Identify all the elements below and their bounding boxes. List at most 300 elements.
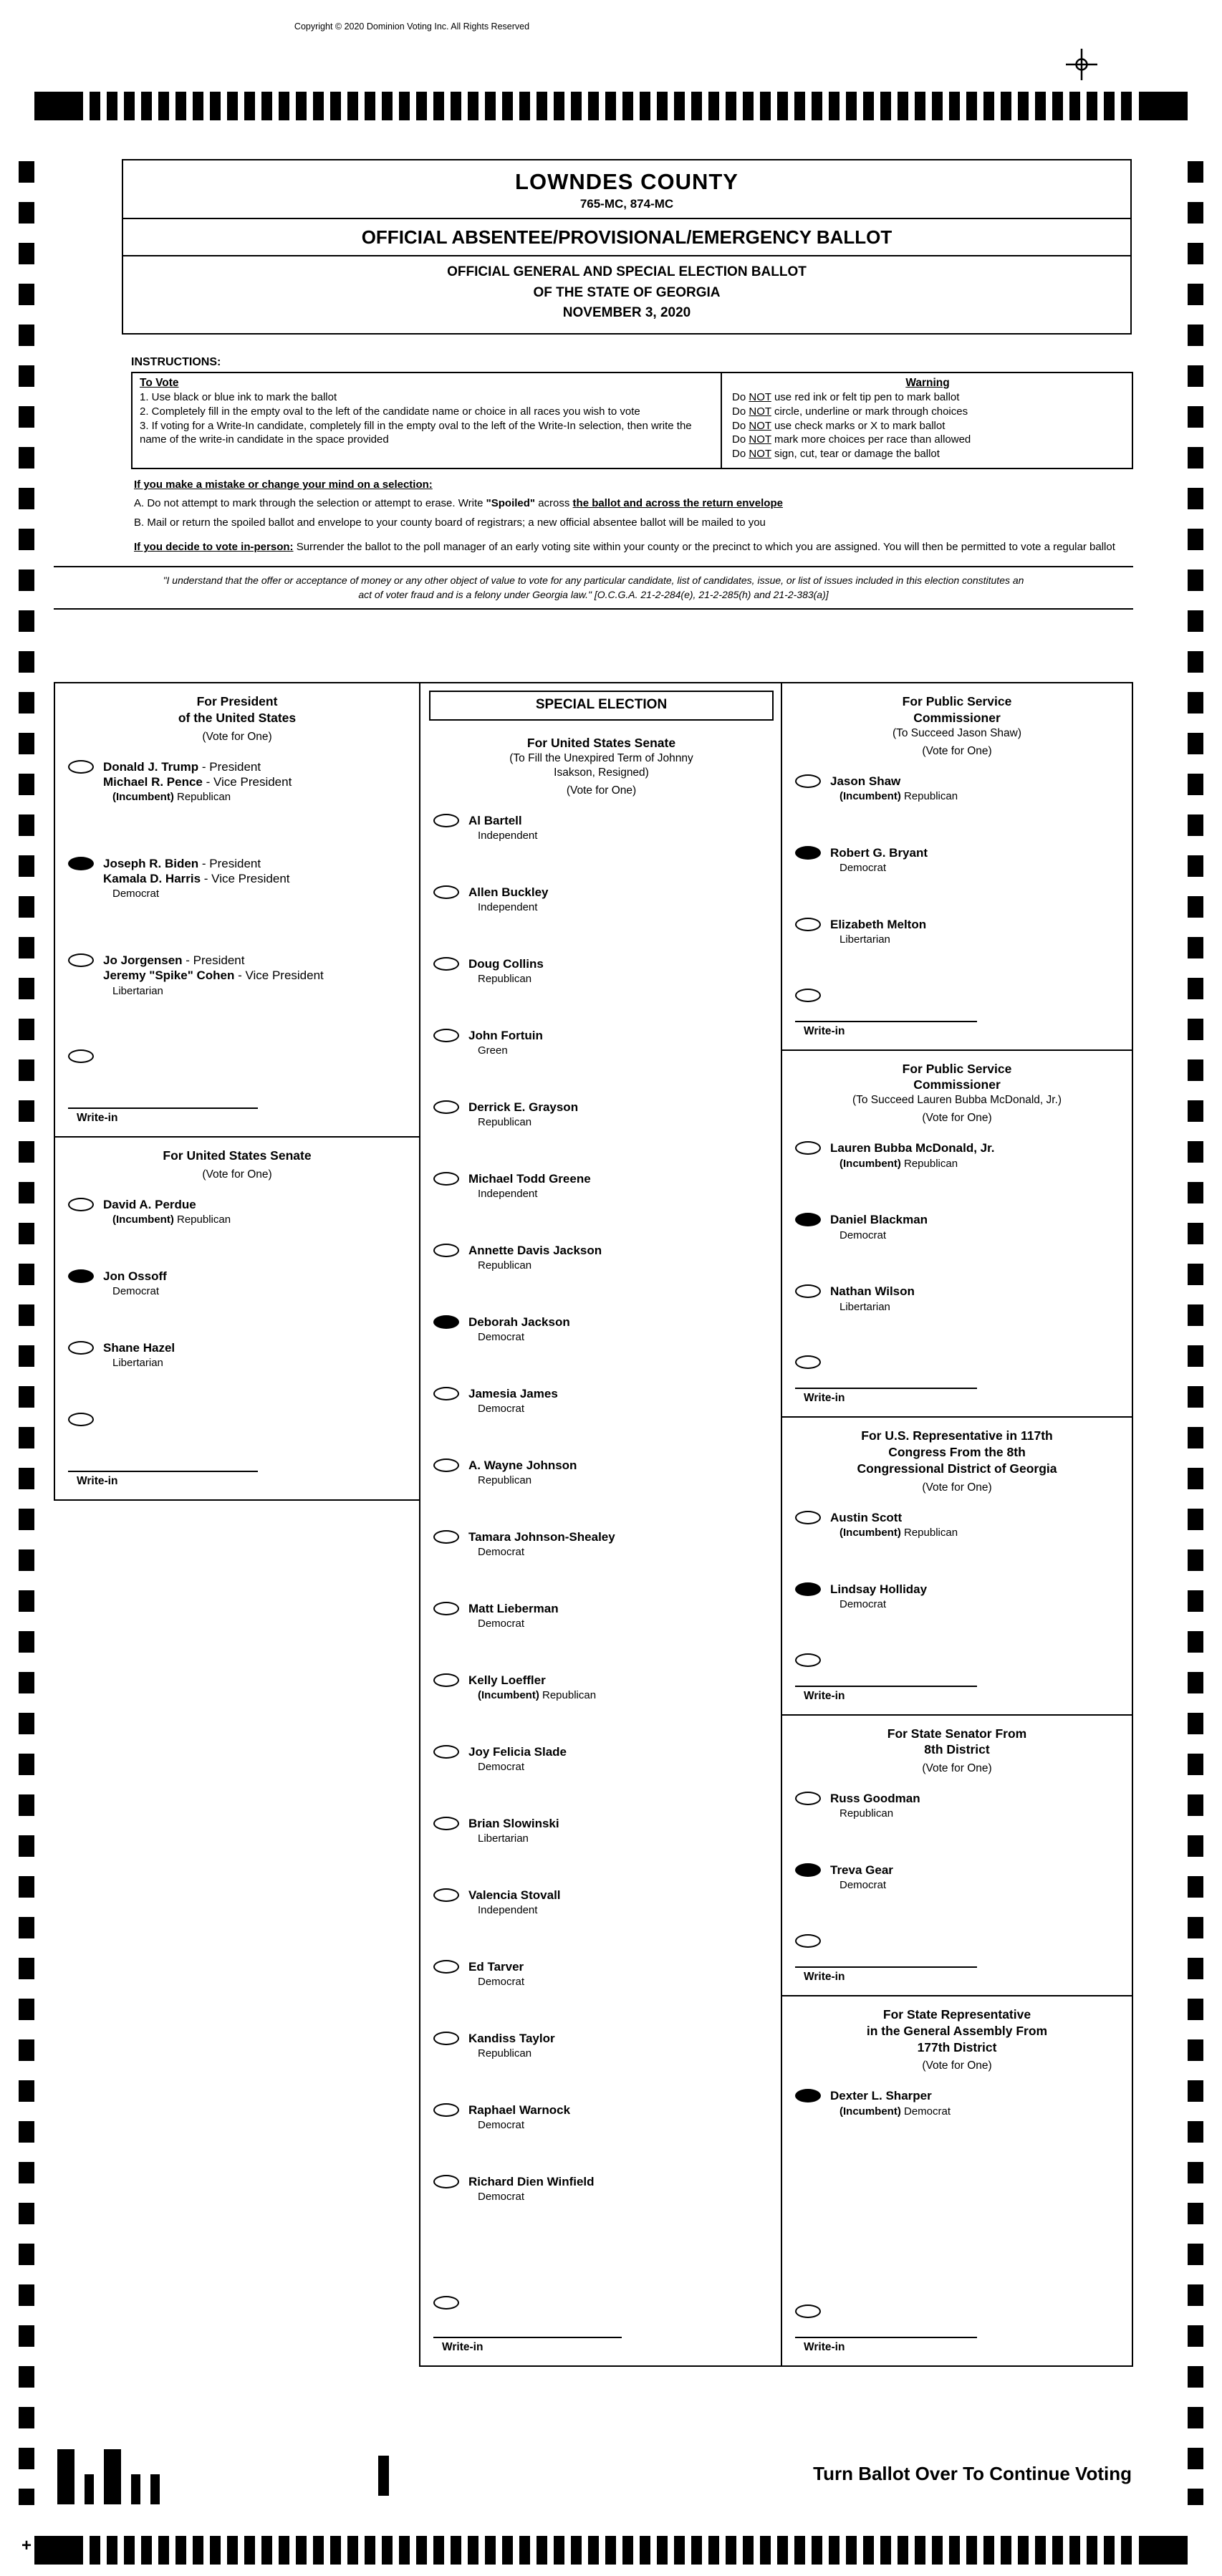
contest-title: For United States Senate <box>163 1148 312 1163</box>
turn-ballot-over-text: Turn Ballot Over To Continue Voting <box>813 2463 1132 2484</box>
vote-for-instruction: (Vote for One) <box>202 1168 272 1181</box>
write-in-line[interactable] <box>795 1388 977 1389</box>
vote-for-instruction: (Vote for One) <box>922 1112 992 1125</box>
write-in-label: Write-in <box>804 2341 845 2353</box>
candidate-line: A. Wayne Johnson <box>468 1458 577 1473</box>
candidate-line: (Incumbent) Republican <box>112 791 231 803</box>
candidate-line: Jon Ossoff <box>103 1269 167 1283</box>
oval-empty[interactable] <box>795 1511 821 1524</box>
candidate-text <box>468 1100 578 1130</box>
candidate-row <box>795 2088 1126 2118</box>
oval-empty[interactable] <box>68 1341 94 1355</box>
oval-empty[interactable] <box>433 2032 459 2045</box>
vote-for-instruction: (Vote for One) <box>566 784 637 797</box>
mistake-item-b: B. Mail or return the spoiled ballot and envelope to your county board of registrars; a new official absentee ballot will be mailed to you <box>134 516 766 529</box>
candidate-text <box>830 1863 893 1893</box>
candidate-text <box>468 1888 561 1918</box>
candidate-line: Joy Felicia Slade <box>468 1745 567 1759</box>
candidate-row <box>433 1028 776 1058</box>
candidate-line: Al Bartell <box>468 814 522 828</box>
write-in-space[interactable] <box>68 1063 419 1107</box>
candidate-line: Jeremy "Spike" Cohen - Vice President <box>103 969 324 983</box>
oval-empty[interactable] <box>433 1172 459 1186</box>
warning-items <box>732 390 1123 461</box>
oval-filled[interactable] <box>795 1213 821 1226</box>
candidate-line: Derrick E. Grayson <box>468 1100 579 1115</box>
candidate-line: Nathan Wilson <box>830 1284 915 1299</box>
candidate-line: Annette Davis Jackson <box>468 1244 602 1258</box>
candidate-line: Democrat <box>839 1597 887 1610</box>
contest-title: in the General Assembly From <box>866 2023 1048 2038</box>
contest-header <box>782 1996 1132 2088</box>
to-vote-item: 2. Completely fill in the empty oval to the left of the candidate name or choice in all races you wish to vote <box>140 405 640 418</box>
candidate-text <box>468 885 549 915</box>
to-vote-item: 3. If voting for a Write-In candidate, completely fill in the empty oval to the left of the Write-In selection, then write the name of the write-in candidate in the space provided <box>140 419 692 446</box>
candidate-text <box>103 759 292 804</box>
candidate-line: David A. Perdue <box>103 1198 196 1211</box>
oval-empty[interactable] <box>433 885 459 899</box>
candidate-line: Brian Slowinski <box>468 1817 559 1831</box>
candidate-text <box>103 1197 231 1227</box>
candidate-row <box>68 1340 413 1370</box>
warning-box <box>722 373 1132 468</box>
oval-empty[interactable] <box>795 774 821 788</box>
candidate-line: Independent <box>478 901 538 914</box>
candidate-line: Donald J. Trump - President <box>103 759 261 774</box>
candidate-line: Russ Goodman <box>830 1792 920 1806</box>
candidate-line: Democrat <box>112 1285 160 1298</box>
ballot-column-3 <box>781 682 1133 2367</box>
oval-filled[interactable] <box>795 2089 821 2102</box>
candidate-line: Kamala D. Harris - Vice President <box>103 872 290 885</box>
candidate-line: Democrat <box>478 1403 525 1416</box>
candidate-line: Democrat <box>839 861 887 874</box>
candidate-text <box>468 1171 591 1201</box>
oval-empty[interactable] <box>795 1141 821 1155</box>
timing-block-left <box>34 2536 83 2565</box>
candidate-line: Deborah Jackson <box>468 1315 570 1330</box>
candidate-row <box>433 2102 776 2133</box>
warning-item: Do NOT sign, cut, tear or damage the ballot <box>732 448 940 461</box>
contest-subtitle: (To Succeed Lauren Bubba McDonald, Jr.) <box>852 1094 1062 1107</box>
candidate-row <box>433 813 776 843</box>
write-in-label: Write-in <box>804 1971 845 1984</box>
barcode-marks <box>57 2449 160 2504</box>
contest <box>782 683 1132 1051</box>
candidate-text <box>830 1212 928 1242</box>
candidate-line: Michael Todd Greene <box>468 1172 591 1186</box>
candidate-line: Republican <box>839 1807 894 1820</box>
vote-for-instruction: (Vote for One) <box>202 730 272 743</box>
candidate-line: Richard Dien Winfield <box>468 2175 595 2189</box>
write-in-line[interactable] <box>795 1966 977 1968</box>
mistake-section <box>134 478 1133 554</box>
contest-title: of the United States <box>178 710 297 725</box>
candidate-line: Jo Jorgensen - President <box>103 953 245 967</box>
warning-title: Warning <box>905 377 950 389</box>
candidate-text <box>468 2102 570 2133</box>
contest <box>55 683 419 1138</box>
oval-empty[interactable] <box>795 918 821 931</box>
write-in-block <box>433 2295 782 2361</box>
oval-empty[interactable] <box>433 1602 459 1615</box>
candidate-line: Treva Gear <box>830 1863 893 1878</box>
candidate-line: Elizabeth Melton <box>830 917 927 931</box>
vote-for-instruction: (Vote for One) <box>922 1481 992 1494</box>
oval-empty[interactable] <box>68 953 94 967</box>
candidate-line: Libertarian <box>112 1357 163 1370</box>
write-in-space[interactable] <box>795 1002 1132 1021</box>
candidate-line: (Incumbent) Republican <box>839 1157 958 1170</box>
candidate-line: Independent <box>478 830 538 842</box>
write-in-space[interactable] <box>68 1426 419 1471</box>
candidate-line: (Incumbent) Republican <box>478 1689 597 1702</box>
contest-subtitle: (To Fill the Unexpired Term of Johnny <box>509 751 693 764</box>
election-title-line1: OFFICIAL GENERAL AND SPECIAL ELECTION BALLOT <box>447 264 807 279</box>
election-date: NOVEMBER 3, 2020 <box>562 305 691 320</box>
candidate-text <box>468 1243 602 1273</box>
candidate-line: Doug Collins <box>468 957 544 971</box>
write-in-block <box>795 989 1132 1038</box>
oval-filled[interactable] <box>795 846 821 860</box>
candidate-line: Green <box>478 1044 508 1057</box>
warning-item: Do NOT mark more choices per race than allowed <box>732 433 971 446</box>
candidate-text <box>103 953 324 998</box>
timing-block-left <box>34 92 83 120</box>
candidate-line: Dexter L. Sharper <box>830 2089 932 2103</box>
write-in-label: Write-in <box>804 1689 845 1702</box>
candidate-line: Republican <box>478 2047 532 2060</box>
candidate-row <box>795 917 1126 947</box>
write-in-label: Write-in <box>77 1112 118 1125</box>
barcode-bar <box>104 2449 121 2504</box>
candidate-row <box>433 1673 776 1703</box>
barcode-bar <box>85 2474 94 2504</box>
oval-empty[interactable] <box>433 957 459 971</box>
candidate-line: Shane Hazel <box>103 1341 175 1355</box>
candidate-line: Democrat <box>478 1546 525 1559</box>
write-in-label: Write-in <box>77 1475 118 1487</box>
county-name: LOWNDES COUNTY <box>515 169 739 194</box>
oval-empty[interactable] <box>433 2175 459 2188</box>
candidate-text <box>468 1458 577 1488</box>
barcode-bar <box>131 2474 140 2504</box>
candidate-text <box>468 813 537 843</box>
candidate-text <box>468 1959 524 1989</box>
candidate-text <box>103 1340 175 1370</box>
write-in-block <box>795 1934 1132 1984</box>
oval-empty[interactable] <box>433 1387 459 1400</box>
contest-title: Commissioner <box>913 1077 1001 1092</box>
ballot-codes: 765-MC, 874-MC <box>579 197 674 211</box>
mistake-item-a: A. Do not attempt to mark through the selection or attempt to erase. Write "Spoiled" across the ballot and across the return envelope <box>134 497 783 510</box>
write-in-block <box>68 1412 419 1495</box>
oval-write-in[interactable] <box>795 1934 821 1948</box>
candidate-line: Democrat <box>839 1879 887 1892</box>
candidate-line: Michael R. Pence - Vice President <box>103 774 292 789</box>
candidate-line: Democrat <box>478 1331 525 1344</box>
candidate-text <box>468 1529 615 1559</box>
warning-item: Do NOT use red ink or felt tip pen to mark ballot <box>732 391 960 403</box>
candidate-line: Republican <box>478 973 532 986</box>
candidate-row <box>795 1791 1126 1821</box>
candidate-row <box>68 759 413 804</box>
candidate-line: (Incumbent) Democrat <box>839 2105 951 2118</box>
contest-subtitle: (To Succeed Jason Shaw) <box>892 726 1022 739</box>
candidate-line: Joseph R. Biden - President <box>103 856 261 870</box>
vote-for-instruction: (Vote for One) <box>922 744 992 757</box>
write-in-label: Write-in <box>804 1392 845 1405</box>
candidate-line: Democrat <box>112 888 160 900</box>
copyright-text: Copyright © 2020 Dominion Voting Inc. All Rights Reserved <box>294 21 530 32</box>
candidate-text <box>830 1284 915 1314</box>
candidate-line: Democrat <box>478 1618 525 1630</box>
candidate-line: Matt Lieberman <box>468 1602 559 1616</box>
contest-title: Congressional District of Georgia <box>857 1461 1057 1476</box>
contest-title: For State Senator From <box>887 1726 1027 1741</box>
candidate-row <box>433 1959 776 1989</box>
oval-filled[interactable] <box>795 1582 821 1596</box>
write-in-line[interactable] <box>795 1021 977 1022</box>
write-in-block <box>795 1653 1132 1703</box>
candidate-line: Raphael Warnock <box>468 2103 571 2118</box>
to-vote-item: 1. Use black or blue ink to mark the ballot <box>140 391 337 403</box>
candidate-row <box>795 1140 1126 1171</box>
to-vote-box <box>133 373 722 468</box>
oval-empty[interactable] <box>433 1673 459 1687</box>
contest-title: 177th District <box>917 2039 997 2054</box>
oval-empty[interactable] <box>68 760 94 774</box>
oval-empty[interactable] <box>433 1244 459 1257</box>
contest-title: For Public Service <box>902 694 1012 708</box>
candidate-line: Democrat <box>839 1229 887 1241</box>
candidate-line: Robert G. Bryant <box>830 845 928 860</box>
candidate-text <box>468 1386 558 1416</box>
candidate-line: Daniel Blackman <box>830 1213 928 1227</box>
oval-empty[interactable] <box>433 814 459 827</box>
candidate-row <box>433 1171 776 1201</box>
oval-write-in[interactable] <box>795 2305 821 2318</box>
write-in-space[interactable] <box>433 2310 782 2337</box>
candidate-text <box>830 1791 920 1821</box>
write-in-block <box>795 1355 1132 1405</box>
timing-marks-bottom <box>34 2536 1188 2565</box>
oval-write-in[interactable] <box>433 2296 459 2310</box>
oval-empty[interactable] <box>433 1745 459 1759</box>
candidate-row <box>433 1888 776 1918</box>
oval-write-in[interactable] <box>795 989 821 1002</box>
barcode-bar <box>150 2474 160 2504</box>
oval-empty[interactable] <box>433 1100 459 1114</box>
registration-plus-mark: + <box>21 2536 32 2555</box>
candidate-line: (Incumbent) Republican <box>839 789 958 802</box>
candidate-text <box>468 1601 559 1631</box>
oval-filled[interactable] <box>433 1315 459 1329</box>
ballot-column-1 <box>54 682 419 1501</box>
candidate-row <box>433 956 776 986</box>
candidate-row <box>795 845 1126 875</box>
contest <box>782 1996 1132 2367</box>
warning-item: Do NOT circle, underline or mark through choices <box>732 405 968 418</box>
oval-write-in[interactable] <box>68 1049 94 1063</box>
candidate-line: Austin Scott <box>830 1510 903 1524</box>
contest <box>782 1418 1132 1715</box>
contest-title: Commissioner <box>913 710 1001 725</box>
candidate-text <box>830 917 926 947</box>
oval-empty[interactable] <box>433 1530 459 1544</box>
candidate-row <box>795 774 1126 804</box>
oval-empty[interactable] <box>795 1284 821 1298</box>
contest-header <box>55 1138 419 1197</box>
oval-write-in[interactable] <box>795 1355 821 1369</box>
ballot-column-2 <box>419 682 782 2367</box>
candidate-row <box>795 1284 1126 1314</box>
candidate-line: Democrat <box>478 1761 525 1774</box>
contest-header <box>782 1716 1132 1776</box>
contest-title: 8th District <box>924 1742 990 1757</box>
candidate-row <box>68 1269 413 1299</box>
write-in-line[interactable] <box>433 2337 622 2338</box>
warning-item: Do NOT use check marks or X to mark ballot <box>732 419 946 432</box>
candidate-line: Ed Tarver <box>468 1960 524 1974</box>
candidate-text <box>830 845 928 875</box>
candidate-row <box>795 1212 1126 1242</box>
candidate-row <box>433 1100 776 1130</box>
timing-marks-right <box>1188 161 1203 2505</box>
oval-empty[interactable] <box>68 1198 94 1211</box>
candidate-line: Republican <box>478 1474 532 1487</box>
candidate-row <box>795 1582 1126 1612</box>
candidate-text <box>468 1315 570 1345</box>
registration-crosshair-icon <box>1066 49 1097 80</box>
write-in-space[interactable] <box>795 2318 1132 2337</box>
candidate-row <box>795 1863 1126 1893</box>
candidate-row <box>433 1386 776 1416</box>
contest-title: For United States Senate <box>526 736 676 750</box>
ballot-title: OFFICIAL ABSENTEE/PROVISIONAL/EMERGENCY BALLOT <box>361 226 893 248</box>
legal-notice: "I understand that the offer or acceptance of money or any other object of value to vote for any particular candidate, list of candidates, issue, or list of issues included in this election constitutes an act of voter fraud and is a felony under Georgia law." [O.C.G.A. 21-2-284(e), 21-2-285(h) and 21-2-383(a)] <box>54 566 1133 610</box>
candidate-row <box>433 1315 776 1345</box>
to-vote-title: To Vote <box>140 377 179 389</box>
oval-empty[interactable] <box>795 1792 821 1805</box>
candidate-text <box>468 1028 543 1058</box>
oval-filled[interactable] <box>68 1269 94 1283</box>
candidate-row <box>433 2174 776 2204</box>
write-in-line[interactable] <box>68 1471 258 1472</box>
candidate-row <box>795 1510 1126 1540</box>
oval-filled[interactable] <box>795 1863 821 1877</box>
vote-for-instruction: (Vote for One) <box>922 2060 992 2072</box>
contest-header <box>782 1418 1132 1494</box>
oval-empty[interactable] <box>433 1888 459 1902</box>
write-in-space[interactable] <box>795 1948 1132 1966</box>
candidate-line: Independent <box>478 1188 538 1201</box>
candidate-text <box>830 2088 951 2118</box>
candidate-line: Valencia Stovall <box>468 1888 561 1903</box>
write-in-label: Write-in <box>804 1024 845 1037</box>
candidate-text <box>830 774 958 804</box>
write-in-space[interactable] <box>795 1369 1132 1388</box>
candidate-row <box>433 1243 776 1273</box>
candidate-line: Lindsay Holliday <box>830 1582 928 1596</box>
instructions-boxes <box>131 372 1133 469</box>
oval-write-in[interactable] <box>795 1653 821 1667</box>
candidate-line: Kandiss Taylor <box>468 2032 555 2046</box>
instructions-section <box>54 356 1133 610</box>
to-vote-items <box>140 390 712 447</box>
oval-write-in[interactable] <box>68 1413 94 1426</box>
candidate-row <box>433 2031 776 2061</box>
candidate-line: Libertarian <box>112 984 163 997</box>
write-in-space[interactable] <box>795 1667 1132 1686</box>
candidate-row <box>68 1197 413 1227</box>
candidate-line: Lauren Bubba McDonald, Jr. <box>830 1141 995 1155</box>
special-election-banner: SPECIAL ELECTION <box>429 691 774 721</box>
candidate-text <box>468 1744 567 1774</box>
contest-header <box>420 725 782 813</box>
timing-bars <box>90 92 1132 120</box>
candidate-line: Kelly Loeffler <box>468 1673 546 1688</box>
write-in-block <box>68 1049 419 1125</box>
candidate-row <box>433 885 776 915</box>
contest-title: Congress From the 8th <box>888 1445 1026 1460</box>
candidate-row <box>433 1816 776 1846</box>
candidate-line: Libertarian <box>839 933 890 946</box>
candidate-row <box>433 1529 776 1559</box>
write-in-line[interactable] <box>795 1686 977 1687</box>
oval-empty[interactable] <box>433 1817 459 1830</box>
contest-header <box>782 1051 1132 1125</box>
write-in-line[interactable] <box>68 1107 258 1109</box>
candidate-line: Democrat <box>478 1976 525 1989</box>
oval-empty[interactable] <box>433 1029 459 1042</box>
timing-marks-top <box>34 92 1188 120</box>
oval-empty[interactable] <box>433 2103 459 2117</box>
contest-title: For U.S. Representative in 117th <box>861 1428 1053 1443</box>
candidate-line: John Fortuin <box>468 1029 543 1043</box>
contest-header <box>782 683 1132 758</box>
candidate-text <box>830 1510 958 1540</box>
barcode-bar <box>57 2449 74 2504</box>
candidate-row <box>433 1458 776 1488</box>
candidate-text <box>103 856 290 901</box>
contest <box>782 1716 1132 1997</box>
candidate-text <box>830 1582 927 1612</box>
candidate-text <box>468 1816 559 1846</box>
contest-title: For President <box>196 694 278 708</box>
oval-filled[interactable] <box>68 857 94 870</box>
write-in-line[interactable] <box>795 2337 977 2338</box>
candidate-line: Republican <box>478 1116 532 1129</box>
ballot-id-mark <box>378 2456 389 2496</box>
timing-bars <box>90 2536 1132 2565</box>
candidate-line: Jamesia James <box>468 1387 558 1401</box>
candidate-line: Libertarian <box>478 1832 529 1845</box>
candidate-row <box>433 1601 776 1631</box>
oval-empty[interactable] <box>433 1960 459 1974</box>
candidate-line: Republican <box>478 1259 532 1272</box>
timing-marks-left <box>19 161 34 2505</box>
candidate-row <box>68 953 413 998</box>
mistake-title: If you make a mistake or change your mind on a selection: <box>134 478 433 491</box>
contest <box>420 683 782 2367</box>
instructions-label: INSTRUCTIONS: <box>131 356 221 368</box>
candidate-line: Allen Buckley <box>468 885 549 900</box>
contest-header <box>55 683 419 744</box>
contest <box>55 1138 419 1501</box>
oval-empty[interactable] <box>433 1458 459 1472</box>
write-in-label: Write-in <box>442 2341 483 2353</box>
